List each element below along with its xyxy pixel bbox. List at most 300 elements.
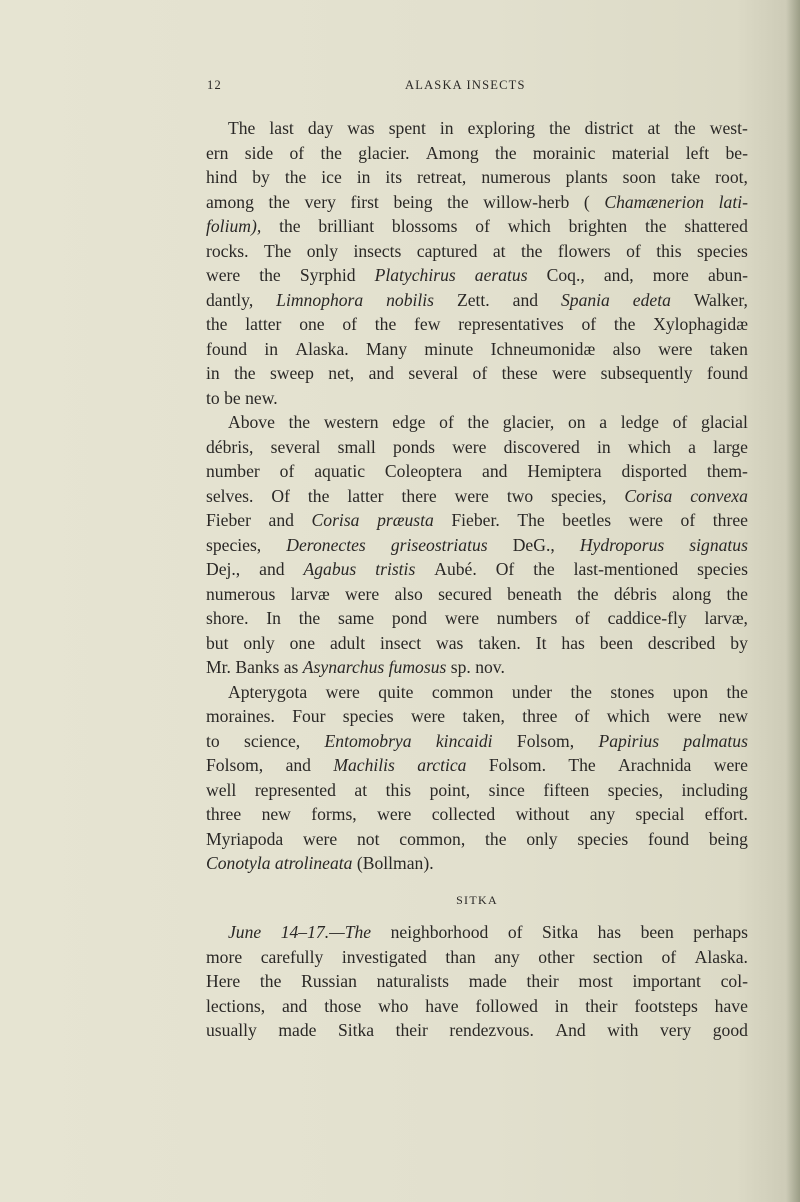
text-line bbox=[206, 361, 748, 386]
word: found bbox=[706, 363, 748, 383]
word: common bbox=[431, 681, 494, 702]
text-line bbox=[206, 533, 748, 558]
word: several bbox=[408, 363, 459, 383]
paragraph-2 bbox=[206, 410, 748, 680]
word: be- bbox=[725, 142, 748, 163]
word: its bbox=[385, 167, 403, 187]
word: than bbox=[445, 946, 476, 967]
word: the bbox=[520, 240, 543, 261]
word: kincaidi bbox=[435, 730, 493, 751]
word: and bbox=[512, 289, 539, 310]
word: but bbox=[206, 632, 229, 653]
word: and bbox=[285, 755, 311, 775]
word: to bbox=[206, 730, 220, 751]
word: neighborhood bbox=[390, 922, 489, 942]
word: the bbox=[447, 191, 469, 212]
word: The bbox=[228, 118, 256, 138]
text-line bbox=[206, 484, 748, 509]
word: were bbox=[345, 583, 380, 604]
word: them- bbox=[706, 461, 748, 481]
word: disported bbox=[621, 461, 687, 481]
word: The bbox=[263, 240, 292, 261]
word: at bbox=[354, 779, 368, 800]
word: be bbox=[224, 387, 241, 408]
word: at bbox=[647, 118, 661, 138]
word: débris bbox=[613, 583, 657, 604]
text-line bbox=[206, 631, 748, 656]
word: common, bbox=[399, 828, 466, 849]
word: Papirius bbox=[598, 730, 660, 751]
word: Deronectes bbox=[286, 534, 366, 555]
word: Russian bbox=[301, 971, 357, 991]
word: the bbox=[485, 828, 507, 849]
word: rendezvous. bbox=[449, 1020, 534, 1040]
word: edeta bbox=[632, 289, 671, 310]
word: Above bbox=[228, 412, 275, 432]
word: sp. bbox=[450, 657, 471, 677]
word: the bbox=[726, 681, 748, 702]
word: fumosus bbox=[388, 657, 447, 677]
word: followed bbox=[475, 995, 538, 1016]
word: at bbox=[492, 240, 506, 261]
word: arctica bbox=[417, 755, 467, 775]
word: species, bbox=[551, 485, 607, 506]
word: shattered bbox=[684, 216, 748, 236]
word: and bbox=[482, 461, 508, 481]
word: representatives bbox=[458, 314, 564, 334]
text-line bbox=[206, 802, 748, 827]
word: of bbox=[439, 412, 454, 432]
word: naturalists bbox=[376, 971, 449, 991]
word: The bbox=[517, 510, 545, 530]
word: new. bbox=[245, 387, 278, 408]
word: including bbox=[681, 779, 748, 800]
word: in bbox=[439, 118, 454, 138]
text-line bbox=[206, 116, 748, 141]
word: beetles bbox=[562, 510, 612, 530]
word: small bbox=[337, 436, 376, 457]
word: aquatic bbox=[314, 461, 366, 481]
text-line bbox=[206, 214, 748, 239]
word: ( bbox=[583, 191, 590, 212]
word: glacial bbox=[700, 412, 748, 432]
word: investigated bbox=[341, 946, 427, 967]
word: Machilis bbox=[333, 755, 395, 775]
word: larvæ, bbox=[704, 608, 748, 628]
word: species bbox=[577, 828, 629, 849]
word: was bbox=[436, 632, 464, 653]
word: Corisa bbox=[624, 485, 673, 506]
word: dantly, bbox=[206, 289, 254, 310]
word: and bbox=[268, 510, 294, 530]
word: has bbox=[597, 922, 622, 942]
word: Here bbox=[206, 971, 241, 991]
word: Among bbox=[425, 142, 479, 163]
word: to bbox=[206, 387, 220, 408]
text-line bbox=[206, 606, 748, 631]
word: the bbox=[645, 216, 667, 236]
word: new bbox=[718, 706, 748, 726]
word: June bbox=[228, 922, 262, 942]
word: the bbox=[613, 314, 636, 334]
word: Coq., bbox=[546, 265, 585, 285]
word: glacier. bbox=[358, 142, 410, 163]
word: taken. bbox=[478, 632, 521, 653]
word: very bbox=[304, 191, 336, 212]
text-line bbox=[206, 969, 748, 994]
word: upon bbox=[672, 681, 709, 702]
word: in bbox=[264, 338, 279, 359]
word: sweep bbox=[269, 363, 314, 383]
text-line bbox=[206, 945, 748, 970]
word: these bbox=[501, 363, 538, 383]
word: several bbox=[270, 436, 321, 457]
word: have bbox=[714, 995, 748, 1016]
word: in bbox=[597, 436, 611, 457]
word: the bbox=[234, 363, 256, 383]
word: west- bbox=[709, 118, 748, 138]
word: the bbox=[279, 216, 301, 236]
word: hind bbox=[206, 167, 238, 187]
word: one bbox=[299, 314, 325, 334]
word: in bbox=[206, 363, 220, 383]
word: retreat, bbox=[417, 167, 467, 187]
text-line bbox=[206, 239, 748, 264]
word: have bbox=[425, 995, 459, 1016]
word: perhaps bbox=[693, 922, 748, 942]
word: three bbox=[712, 510, 748, 530]
word: root, bbox=[715, 167, 748, 187]
word: science, bbox=[244, 730, 301, 751]
word: nov. bbox=[475, 657, 505, 677]
word: also bbox=[394, 583, 423, 604]
word: were bbox=[628, 510, 663, 530]
word: latter bbox=[245, 314, 282, 334]
word: fifteen bbox=[543, 779, 590, 800]
text-line bbox=[206, 508, 748, 533]
text-line bbox=[206, 410, 748, 435]
word: palmatus bbox=[683, 730, 748, 751]
word: of bbox=[507, 922, 523, 942]
word: Four bbox=[292, 706, 326, 726]
paragraph-3 bbox=[206, 680, 748, 876]
word: spent bbox=[388, 118, 426, 138]
word: of bbox=[661, 946, 677, 967]
word: the bbox=[533, 559, 555, 579]
word: ledge bbox=[620, 412, 659, 432]
word: tristis bbox=[375, 559, 416, 579]
word: and, bbox=[603, 265, 634, 285]
word: Zett. bbox=[456, 289, 490, 310]
text-line bbox=[206, 141, 748, 166]
word: represented bbox=[254, 779, 336, 800]
word: shore. bbox=[206, 608, 249, 628]
word: the bbox=[307, 485, 330, 506]
word: any bbox=[589, 804, 616, 824]
text-line bbox=[206, 337, 748, 362]
word: the bbox=[206, 314, 228, 334]
word: latter bbox=[347, 485, 384, 506]
word: most bbox=[578, 971, 613, 991]
word: quite bbox=[378, 681, 414, 702]
text-line bbox=[206, 729, 748, 754]
word: and bbox=[368, 363, 394, 383]
section-heading: SITKA bbox=[456, 892, 498, 907]
word: usually bbox=[206, 1020, 257, 1040]
text-line bbox=[206, 190, 748, 215]
word: and bbox=[281, 995, 308, 1016]
word: moraines. bbox=[206, 706, 275, 726]
word: DeG., bbox=[512, 534, 555, 555]
word: their bbox=[395, 1020, 428, 1040]
word: Folsom, bbox=[516, 730, 575, 751]
word: species bbox=[697, 240, 748, 261]
word: exploring bbox=[467, 118, 536, 138]
word: Ichneumonidæ bbox=[490, 338, 596, 359]
text-line bbox=[206, 1018, 748, 1043]
text-line bbox=[206, 263, 748, 288]
word: ern bbox=[206, 142, 229, 163]
word: Hydroporus bbox=[579, 534, 665, 555]
word: made bbox=[278, 1020, 317, 1040]
word: the bbox=[284, 167, 307, 187]
word: Corisa bbox=[311, 510, 360, 530]
word: a bbox=[599, 412, 608, 432]
word: not bbox=[356, 828, 380, 849]
word: in bbox=[554, 995, 569, 1016]
body-text bbox=[206, 116, 748, 1043]
paragraph-1 bbox=[206, 116, 748, 410]
word: on bbox=[567, 412, 586, 432]
word: those bbox=[324, 995, 362, 1016]
word: good bbox=[712, 1020, 748, 1040]
word: beneath bbox=[507, 583, 562, 604]
word: which bbox=[606, 706, 650, 726]
word: found bbox=[206, 338, 248, 359]
word: described bbox=[647, 632, 716, 653]
word: section bbox=[593, 946, 643, 967]
word: of bbox=[279, 461, 295, 481]
word: first bbox=[350, 191, 379, 212]
text-line bbox=[206, 312, 748, 337]
word: who bbox=[378, 995, 409, 1016]
word: the bbox=[268, 191, 290, 212]
word: take bbox=[670, 167, 701, 187]
word: Chamænerion bbox=[604, 191, 705, 212]
word: material bbox=[611, 142, 670, 163]
text-line bbox=[206, 827, 748, 852]
word: atrolineata bbox=[274, 853, 353, 873]
word: day bbox=[307, 118, 334, 138]
word: last bbox=[269, 118, 294, 138]
word: Many bbox=[366, 338, 408, 359]
word: the bbox=[259, 265, 281, 285]
text-line bbox=[206, 386, 748, 411]
word: taken, bbox=[462, 706, 505, 726]
word: by bbox=[252, 167, 270, 187]
word: 14–17.—The bbox=[280, 922, 372, 942]
word: without bbox=[515, 804, 570, 824]
text-line bbox=[206, 753, 748, 778]
word: and bbox=[259, 559, 285, 579]
word: Coleoptera bbox=[384, 461, 463, 481]
word: Sitka bbox=[541, 922, 579, 942]
word: their bbox=[585, 995, 618, 1016]
running-head-title: ALASKA INSECTS bbox=[405, 78, 526, 92]
word: discovered bbox=[503, 436, 580, 457]
word: Spania bbox=[560, 289, 610, 310]
word: insects bbox=[353, 240, 402, 261]
word: three bbox=[206, 804, 242, 824]
word: brighten bbox=[568, 216, 628, 236]
word: col- bbox=[720, 971, 748, 991]
word: of bbox=[574, 706, 590, 726]
word: of bbox=[575, 608, 590, 628]
word: captured bbox=[416, 240, 478, 261]
word: ponds bbox=[392, 436, 436, 457]
word: the bbox=[298, 608, 321, 628]
word: Xylophagidæ bbox=[653, 314, 748, 334]
word: minute bbox=[424, 338, 474, 359]
word: of bbox=[342, 314, 358, 334]
word: by bbox=[730, 632, 748, 653]
word: of bbox=[472, 363, 488, 383]
word: Limnophora bbox=[276, 289, 364, 310]
word: more bbox=[652, 265, 689, 285]
word: signatus bbox=[689, 534, 748, 555]
word: their bbox=[526, 971, 559, 991]
word: one bbox=[289, 632, 316, 653]
word: larvæ bbox=[290, 583, 330, 604]
word: was bbox=[347, 118, 375, 138]
text-line bbox=[206, 288, 748, 313]
word: soon bbox=[622, 167, 656, 187]
word: well bbox=[206, 779, 237, 800]
word: were bbox=[667, 706, 702, 726]
word: brilliant bbox=[318, 216, 375, 236]
word: only bbox=[243, 632, 275, 653]
word: only bbox=[526, 828, 558, 849]
word: net, bbox=[328, 363, 355, 383]
word: were bbox=[303, 828, 338, 849]
word: débris, bbox=[206, 436, 254, 457]
word: Banks bbox=[235, 657, 280, 677]
text-line bbox=[206, 994, 748, 1019]
word: with bbox=[607, 1020, 639, 1040]
word: two bbox=[506, 485, 534, 506]
word: Sitka bbox=[337, 1020, 375, 1040]
word: Folsom, bbox=[206, 755, 264, 775]
word: rocks. bbox=[206, 240, 249, 261]
word: were bbox=[410, 706, 446, 726]
word: only bbox=[306, 240, 339, 261]
word: along bbox=[672, 583, 712, 604]
word: abun- bbox=[707, 265, 748, 285]
word: were bbox=[713, 755, 748, 775]
word: in bbox=[356, 167, 371, 187]
text-line bbox=[206, 459, 748, 484]
word: lections, bbox=[206, 995, 266, 1016]
word: taken bbox=[709, 338, 748, 359]
word: a bbox=[688, 436, 696, 457]
word: point, bbox=[429, 779, 471, 800]
word: the bbox=[320, 142, 342, 163]
word: the bbox=[288, 412, 311, 432]
word: Folsom. bbox=[488, 755, 547, 775]
word: as bbox=[283, 657, 299, 677]
text-line bbox=[206, 165, 748, 190]
word: Mr. bbox=[206, 657, 231, 677]
word: edge bbox=[392, 412, 426, 432]
word: the bbox=[467, 412, 490, 432]
word: important bbox=[632, 971, 701, 991]
word: been bbox=[599, 632, 633, 653]
word: species bbox=[342, 706, 394, 726]
word: Agabus bbox=[303, 559, 357, 579]
word: large bbox=[713, 436, 748, 457]
word: the bbox=[549, 118, 571, 138]
word: district bbox=[584, 118, 634, 138]
word: the bbox=[495, 142, 517, 163]
word: of bbox=[475, 216, 490, 236]
word: griseostriatus bbox=[390, 534, 488, 555]
running-head bbox=[0, 78, 800, 100]
text-line bbox=[206, 778, 748, 803]
word: under bbox=[511, 681, 552, 702]
text-line bbox=[206, 680, 748, 705]
word: which bbox=[627, 436, 671, 457]
word: were bbox=[552, 363, 587, 383]
word: Syrphid bbox=[299, 265, 356, 285]
word: last-mentioned bbox=[573, 559, 679, 579]
paragraph-4 bbox=[206, 920, 748, 1043]
word: Aubé. bbox=[434, 559, 477, 579]
word: there bbox=[401, 485, 437, 506]
word: Fieber bbox=[206, 510, 251, 530]
word: footsteps bbox=[634, 995, 698, 1016]
word: side bbox=[244, 142, 274, 163]
word: ice bbox=[321, 167, 342, 187]
word: the bbox=[374, 314, 397, 334]
text-line bbox=[206, 435, 748, 460]
word: numerous bbox=[206, 583, 276, 604]
word: since bbox=[488, 779, 525, 800]
word: selves. bbox=[206, 485, 254, 506]
word: being bbox=[393, 191, 433, 212]
word: In bbox=[266, 608, 281, 628]
text-line bbox=[206, 851, 748, 876]
word: Myriapoda bbox=[206, 828, 284, 849]
word: species, bbox=[607, 779, 663, 800]
word: of bbox=[680, 510, 696, 530]
word: pond bbox=[391, 608, 428, 628]
word: of bbox=[581, 314, 597, 334]
word: three bbox=[522, 706, 558, 726]
word: Fieber. bbox=[451, 510, 500, 530]
word: special bbox=[635, 804, 685, 824]
word: this bbox=[656, 240, 682, 261]
word: more bbox=[206, 946, 243, 967]
word: same bbox=[337, 608, 375, 628]
word: willow-herb bbox=[483, 191, 570, 212]
word: subsequently bbox=[600, 363, 693, 383]
word: the bbox=[674, 118, 696, 138]
text-line bbox=[206, 704, 748, 729]
word: species bbox=[697, 559, 748, 579]
word: were bbox=[452, 436, 487, 457]
word: folium), bbox=[206, 216, 262, 236]
word: numerous bbox=[481, 167, 551, 187]
